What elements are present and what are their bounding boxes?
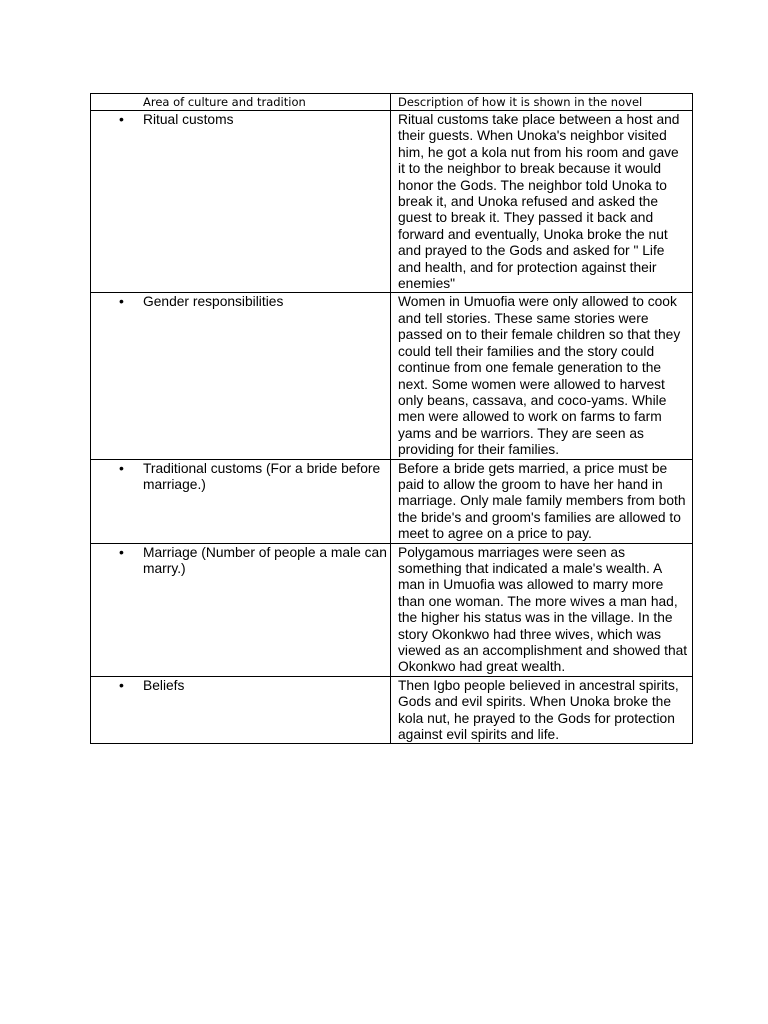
area-cell — [91, 543, 391, 676]
description-cell: Women in Umuofia were only allowed to cook and tell stories. These same stories were passed on to their female children so that they could tell their families and the story could continue from one female generation to the next. Some women were allowed to harvest only beans, cassava, and coco-yams. While men were allowed to work on farms to farm yams and be warriors. They are seen as providing for their families. — [391, 293, 693, 459]
area-cell — [91, 111, 391, 293]
bullet-icon: • — [119, 293, 124, 310]
description-cell: Then Igbo people believed in ancestral spirits, Gods and evil spirits. When Unoka broke the kola nut, he prayed to the Gods for protection against evil spirits and life. — [391, 676, 693, 744]
area-text: Gender responsibilities — [143, 294, 284, 310]
header-description: Description of how it is shown in the novel — [391, 94, 693, 111]
area-cell — [91, 293, 391, 459]
table-row — [91, 459, 693, 543]
bullet-icon: • — [119, 111, 124, 127]
bullet-icon: • — [119, 543, 124, 560]
bullet-icon: • — [119, 459, 124, 476]
area-text: Marriage (Number of people a male can marry.) — [143, 544, 387, 576]
description-cell: Before a bride gets married, a price must be paid to allow the groom to have her hand in marriage. Only male family members from both the bride's and groom's families are allowed to meet to agree on a price to pay. — [391, 459, 693, 543]
description-cell: Ritual customs take place between a host and their guests. When Unoka's neighbor visited him, he got a kola nut from his room and gave it to the neighbor to break because it would honor the Gods. The neighbor told Unoka to break it, and Unoka refused and asked the guest to break it. They passed it back and forward and eventually, Unoka broke the nut and prayed to the Gods and asked for " Life and health, and for protection against their enemies" — [391, 111, 693, 293]
table-header-row — [91, 94, 693, 111]
table-row — [91, 543, 693, 676]
area-text: Ritual customs — [143, 112, 234, 127]
culture-tradition-table — [90, 93, 693, 744]
area-text: Traditional customs (For a bride before marriage.) — [143, 460, 381, 492]
area-text: Beliefs — [143, 677, 185, 693]
description-cell: Polygamous marriages were seen as something that indicated a male's wealth. A man in Umuofia was allowed to marry more than one woman. The more wives a man had, the higher his status was in the village. In the story Okonkwo had three wives, which was viewed as an accomplishment and showed that Okonkwo had great wealth. — [391, 543, 693, 676]
table-row — [91, 293, 693, 459]
bullet-icon: • — [119, 676, 124, 693]
area-cell — [91, 676, 391, 744]
table-row — [91, 676, 693, 744]
header-area: Area of culture and tradition — [91, 94, 391, 111]
table-row — [91, 111, 693, 293]
area-cell — [91, 459, 391, 543]
